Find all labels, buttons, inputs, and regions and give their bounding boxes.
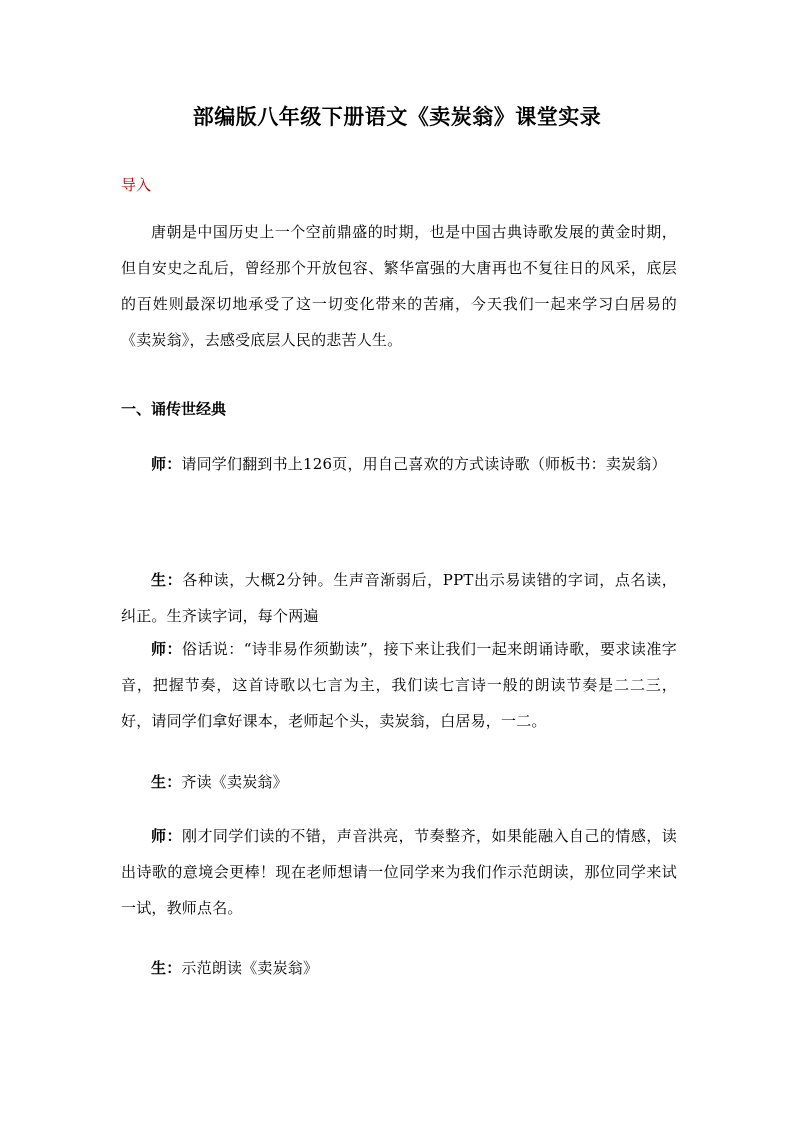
speaker-label: 生：: [151, 773, 182, 791]
speaker-label: 师：: [151, 455, 182, 473]
dialogue-paragraph: [121, 631, 677, 739]
dialogue-paragraph: [121, 764, 677, 800]
dialogue-text: 请同学们翻到书上126页，用自己喜欢的方式读诗歌（师板书：卖炭翁）: [181, 455, 667, 473]
speaker-label: 师：: [151, 827, 182, 845]
dialogue-paragraph: [121, 950, 677, 986]
page-title: 部编版八年级下册语文《卖炭翁》课堂实录: [192, 104, 602, 129]
speaker-label: 生：: [151, 571, 183, 589]
dialogue-text: 齐读《卖炭翁》: [181, 773, 288, 791]
dialogue-text: 各种读，大概2分钟。生声音渐弱后，PPT出示易读错的字词，点名读，纠正。生齐读字词，每个两遍: [121, 571, 677, 625]
speaker-label: 生：: [151, 959, 182, 977]
dialogue-paragraph: [121, 818, 677, 926]
dialogue-paragraph: [121, 446, 677, 482]
speaker-label: 师：: [151, 640, 182, 658]
dialogue-text: 刚才同学们读的不错，声音洪亮，节奏整齐，如果能融入自己的情感，读出诗歌的意境会更棒！现在老师想请一位同学来为我们作示范朗读，那位同学来试一试，教师点名。: [121, 827, 678, 917]
dialogue-paragraph: [121, 562, 677, 634]
dialogue-text: 俗话说：“诗非易作须勤读”，接下来让我们一起来朗诵诗歌，要求读准字音，把握节奏，这首诗歌以七言为主，我们读七言诗一般的朗读节奏是二二三，好，请同学们拿好课本，老师起个头，卖炭翁，白居易，一二。: [121, 640, 677, 730]
section-heading: 一、诵传世经典: [121, 400, 227, 418]
intro-paragraph: 唐朝是中国历史上一个空前鼎盛的时期，也是中国古典诗歌发展的黄金时期，但自安史之乱后，曾经那个开放包容、繁华富强的大唐再也不复往日的风采，底层的百姓则最深切地承受了这一切变化带来的苦痛，今天我们一起来学习白居易的《卖炭翁》，去感受底层人民的悲苦人生。: [121, 223, 677, 349]
dialogue-text: 示范朗读《卖炭翁》: [181, 959, 319, 977]
intro-label: 导入: [121, 176, 152, 194]
